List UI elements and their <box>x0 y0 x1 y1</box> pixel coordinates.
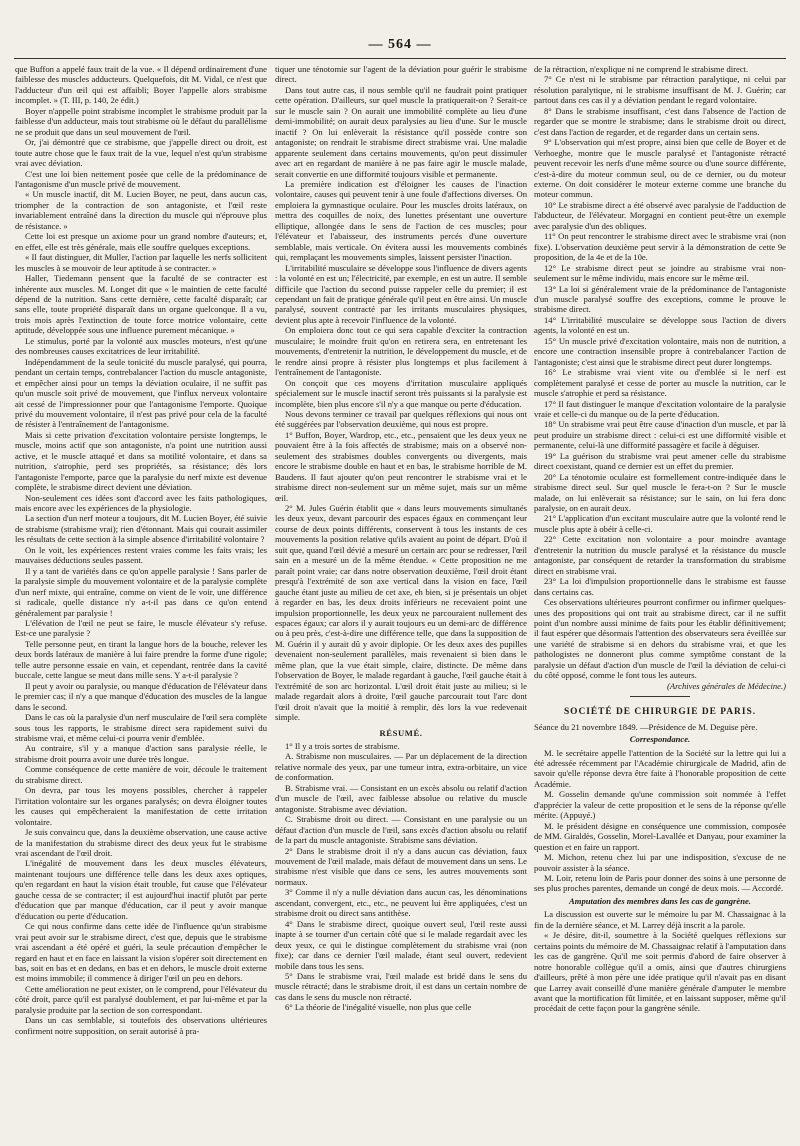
resume-item: 21° L'application d'un excitant musculaire autre que la volonté rend le muscle plus apte à obéir à celle-ci. <box>534 513 786 534</box>
resume-item: 15° Un muscle privé d'excitation volontaire, mais non de nutrition, a encore une contraction insensible propre à contrebalancer l'action de l'antagoniste; c'est ainsi que le strabisme direct peut durer longtemps. <box>534 335 786 367</box>
resume-item: 7° Ce n'est ni le strabisme par rétraction paralytique, ni celui par résolution paralytique, ni le strabisme insuffisant de M. J. Guérin; car partout dans ces cas il y a déviation pendant le regard volontaire. <box>534 74 786 106</box>
paragraph: « Il faut distinguer, dit Muller, l'action par laquelle les nerfs sollicitent les muscles à se mouvoir de leur aptitude à se contracter. » <box>15 252 267 273</box>
resume-item: 23° La loi d'impulsion proportionnelle dans le strabisme est fausse dans certains cas. <box>534 576 786 597</box>
paragraph: tiquer une ténotomie sur l'agent de la déviation pour guérir le strabisme direct. <box>275 64 527 85</box>
column-2 <box>275 64 527 1140</box>
paragraph: Ce qui nous confirme dans cette idée de l'influence qu'un strabisme vrai peut avoir sur le strabisme direct, c'est que, depuis que le strabisme vrai ascendant a été opéré et guéri, la seule précaution d'empêcher le regard en haut et en face en laissant la vision s'opérer soit directement en bas, soit en bas et en dedans, en bas et en dehors, le muscle droit externe est moins immobile; il commence à diriger l'œil un peu en dehors. <box>15 921 267 984</box>
resume-item: 8° Dans le strabisme insuffisant, c'est dans l'absence de l'action de regarder que se montre le strabisme; dans le strabisme droit ou direct, c'est dans l'action de regarder, et de regarder dans un certain sens. <box>534 105 786 137</box>
paragraph: Dans un cas semblable, si toutefois des observations ultérieures confirment notre supposition, on serait autorisé à pra- <box>15 1015 267 1036</box>
section-divider <box>630 696 690 697</box>
resume-item: de la rétraction, n'explique ni ne comprend le strabisme direct. <box>534 64 749 74</box>
paragraph: 2° M. Jules Guérin établit que « dans leurs mouvements simultanés les deux yeux, devant parcourir des espaces égaux en commençant leur course de deux points différents, conservent à tous les instants de ces mouvements la position relative qu'ils avaient au point de départ. D'où il suit que, quand l'œil dévié a mesuré un certain arc pour se redresser, l'œil sain en a mesuré un de la même étendue. « Cette proposition ne me paraît point vraie; car dans notre observation deuxième, l'œil droit étant presqu'à l'extrémité de son axe vertical dans la vision en face, l'œil gauche étant juste au milieu de cet axe, eh bien, si je présentais un objet à regarder en bas, les deux droits inférieurs ne recevaient point une impulsion proportionnelle, les deux yeux ne parcouraient nullement des espaces égaux; car alors il y aurait toujours eu un demi-arc de différence ou à peu près, c'est-à-dire une différence telle, que dans la supposition de M. Guérin il y aurait dû y avoir diplopie. Or les deux axes des pupilles devenaient non-seulement parallèles, mais revenaient si bien dans le même plan, que la vue était simple, claire, distincte. De même dans l'observation de Boyer, le malade regardant à gauche, l'œil gauche était à l'extrémité de son arc horizontal. L'œil droit était juste au milieu; si le malade regardait alors à droite, l'œil gauche parcourait tout l'arc dont l'œil droit n'avait que la moitié à remplir, dès lors la vue redevenait simple. <box>275 503 527 723</box>
paragraph: Haller, Tiedemann pensent que la faculté de se contracter est inhérente aux muscles. M. Longet dit que « le maintien de cette faculté dépend de la nutrition. Sans cette dernière, cette faculté disparaît; car sans elle, toute propriété disparaît dans un organe quelconque. Il a vu, trois mois après l'extinction de toute force motrice volontaire, cette aptitude, développée sous une influence purement mécanique. » <box>15 273 267 336</box>
paragraph: Indépendamment de la seule tonicité du muscle paralysé, qui pourra, pendant un certain temps, contrebalancer l'action du muscle antagoniste, et empêcher ainsi pour un temps la déviation oculaire, il ne suffit pas qu'un muscle soit privé de mouvement, que l'influx nerveux volontaire ait cessé de l'impressionner pour que l'antagonisme l'emporte. Quoique privé du mouvement volontaire, il n'est pas privé pour cela de la faculté de résister à l'entraînement de l'antagonisme. <box>15 356 267 430</box>
resume-item: 10° Le strabisme direct a été observé avec paralysie de l'adduction de l'abducteur, de l'élévateur. Morgagni en contient peut-être un exemple avec paralysie d'un des obliques. <box>534 199 786 231</box>
paragraph: L'inégalité de mouvement dans les deux muscles élévateurs, maintenant toujours une différence telle dans les deux axes optiques, qu'en regardant en haut la vision était trouble, fut cause que l'élévateur gauche cessa de se contracter; il est aujourd'hui inactif plutôt par perte d'éducation que par manque d'éducation, car il peut y avoir manque d'éducation ou perte d'éducation. <box>15 858 267 921</box>
resume-item: 16° Le strabisme vrai vient vite ou d'emblée si le nerf est complètement paralysé et cesse de porter au muscle la nutrition, car le muscle s'atrophie et perd sa résistance. <box>534 367 786 399</box>
paragraph: On le voit, les expériences restent vraies comme les faits vrais; les mauvaises déductions seules passent. <box>15 544 267 566</box>
paragraph: Or, j'ai démontré que ce strabisme, que j'appelle direct ou droit, est toute autre chose que le faux trait de la vue, lequel n'est qu'un strabisme vrai avec déviation. <box>15 137 267 169</box>
paragraph: Comme conséquence de cette manière de voir, découle le traitement du strabisme direct. <box>15 764 267 785</box>
paragraph: Dans tout autre cas, il nous semble qu'il ne faudrait point pratiquer cette opération. D'ailleurs, sur quel muscle la pratiquerait-on ? Serait-ce sur le muscle sain ? On aurait une immobilité complète au lieu d'une demi-immobilité; on aurait deux paralysies au lieu d'une. Sur le muscle inactif ? On lui enlèverait la résistance qu'il possède contre son antagoniste; on rendrait le strabisme direct strabisme vrai. Une maladie apparente seulement dans certains mouvements, qu'on peut dissimuler avec art en regardant de manière à ne pas faire agir le muscle malade, serait convertie en une difformité toujours visible et permanente. <box>275 84 527 179</box>
paragraph: Telle personne peut, en tirant la langue hors de la bouche, relever les deux bords latéraux de manière à lui faire prendre la forme d'une rigole; telle autre personne essaie en vain, et cependant, rentrée dans la cavité buccale, cette langue se meut dans mille sens. Y a-t-il paralysie ? <box>15 638 267 681</box>
resume-item: 9° L'observation qui m'est propre, ainsi bien que celle de Boyer et de Verhoeghe, montre que le muscle paralysé et l'antagoniste rétracté peuvent recevoir les nerfs d'une même source ou d'une source différente, c'est-à-dire du moteur commun seul, ou de ce dernier, ou du moteur externe. On doit considérer le moteur externe comme une branche du moteur commun. <box>534 137 786 200</box>
resume-item: 1° Il y a trois sortes de strabisme. <box>285 741 400 751</box>
paragraph: Au contraire, s'il y a manque d'action sans paralysie réelle, le strabisme droit pourra avoir une durée très longue. <box>15 743 267 764</box>
paragraph: La première indication est d'éloigner les causes de l'inaction volontaire, causes qui peuvent tenir à une foule d'affections diverses. On emploiera la gymnastique oculaire. Pour les muscles droits latéraux, on mettra des coquilles de noix, des lunettes présentant une ouverture elliptique, allongée dans le sens de l'action de ces muscles; pour l'élévateur et l'abaisseur, des instruments percés d'une ouverture semblable, mais verticale. On évitera aussi les mouvements combinés qui, remplaçant les mouvements simples, laissent persister l'inaction. <box>275 178 527 263</box>
paragraph: L'irritabilité musculaire se développe sous l'influence de divers agents : la volonté en est un; l'électricité, par exemple, en est un autre. Il semble difficile que l'action du second puisse rappeler celle du premier; il est cependant un fait de pratique générale qu'il peut en être ainsi. Un muscle paralysé, souvent contracté par les irritants musculaires physiques, devient plus apte à recevoir l'influence de la volonté. <box>275 262 527 325</box>
amputation-heading: Amputation des membres dans les cas de gangrène. <box>569 895 751 906</box>
paragraph: On devra, par tous les moyens possibles, chercher à rappeler l'irritation volontaire sur les organes paralysés; on devra éloigner toutes les causes qui empêcheraient la manifestation de cette irritation volontaire. <box>15 785 267 827</box>
paragraph: La section d'un nerf moteur a toujours, dit M. Lucien Boyer, été suivie de strabisme (strabisme vrai); rien d'étonnant. Mais qui courait assimiler les résultats de cette section à la simple absence d'irritabilité volontaire ? <box>15 513 267 545</box>
paragraph: Cette loi est presque un axiome pour un grand nombre d'auteurs; et, en effet, elle est très générale, mais elle souffre quelques exceptions. <box>15 231 267 252</box>
paragraph: Le stimulus, porté par la volonté aux muscles moteurs, n'est qu'une des nombreuses causes excitatrices de leur irritabilité. <box>15 335 267 357</box>
resume-item: 6° La théorie de l'inégalité visuelle, non plus que celle <box>285 1002 472 1013</box>
resume-item: 14° L'irritabilité musculaire se développe sous l'action de divers agents, la volonté en est un. <box>534 314 786 336</box>
resume-heading: RÉSUMÉ. <box>379 727 423 738</box>
paragraph: Cette amélioration ne peut exister, on le comprend, pour l'élévateur du côté droit, parce qu'il est paralysé doublement, et par lui-même et par la paralysie produite par la section de son correspondant. <box>15 983 267 1015</box>
paragraph: C'est une loi bien nettement posée que celle de la prédominance de l'antagonisme d'un muscle privé de mouvement. <box>15 168 267 189</box>
society-paragraph: M. Loir, retenu loin de Paris pour donner des soins à une personne de ses plus proches parentes, demande un congé de deux mois. — Accordé. <box>534 872 786 894</box>
resume-item: 11° On peut rencontrer le strabisme direct avec le strabisme vrai (non fixe). L'observation deuxième peut servir à la démonstration de cette 9e proposition, de la 4e et de la 10e. <box>534 231 786 263</box>
paragraph: Boyer n'appelle point strabisme incomplet le strabisme produit par la faiblesse d'un adducteur, mais tout strabisme où le défaut du parallélisme ne se produit que dans un seul mouvement de l'œil. <box>15 105 267 137</box>
paragraph: Il peut y avoir ou paralysie, ou manque d'éducation de l'élévateur dans le premier cas; il n'y a que manque d'éducation des muscles de la langue dans le second. <box>15 680 267 712</box>
resume-item: B. Strabisme vrai. — Consistant en un excès absolu ou relatif d'action d'un muscle de l'œil, avec faiblesse absolue ou relative du muscle antagoniste. Strabisme avec déviation. <box>275 782 527 814</box>
paragraph: On emploiera donc tout ce qui sera capable d'exciter la contraction musculaire; le moindre fruit qu'on en retirera sera, en entretenant les mouvements, d'entretenir la nutrition, le développement du muscle, et de le rendre ainsi propre à résister plus longtemps et plus facilement à l'entraînement de l'antagoniste. <box>275 325 527 378</box>
amputation-paragraph: La discussion est ouverte sur le mémoire lu par M. Chassaignac à la fin de la dernière séance, et M. Larrey déjà inscrit a la parole. <box>534 909 786 930</box>
paragraph: Il y a tant de variétés dans ce qu'on appelle paralysie ! Sans parler de la paralysie simple du mouvement volontaire et de la paralysie complète d'un nerf mixte, qui entraîne, comme on vient de le voir, une différence si radicale, quelle distance n'y a-t-il pas dans ce qu'on entend généralement par paralysie ! <box>15 565 267 618</box>
paragraph: Nous devons terminer ce travail par quelques réflexions qui nous ont été suggérées par l'observation deuxième, qui nous est propre. <box>275 408 527 430</box>
resume-item: 2° Dans le strabisme droit il n'y a dans aucun cas déviation, faux mouvement de l'œil malade, mais défaut de mouvement dans un sens. Le strabisme n'est visible que dans ce sens, les autres mouvements sont normaux. <box>275 845 527 887</box>
source-citation: (Archives générales de Médecine.) <box>667 680 786 691</box>
resume-item: 20° La ténotomie oculaire est formellement contre-indiquée dans le strabisme direct seul. Sur quel muscle le fera-t-on ? Sur le muscle malade, on lui enlèverait sa résistance; sur le sain, on lui fera donc paralysie, on en aurait deux. <box>534 471 786 514</box>
paragraph: On conçoit que ces moyens d'irritation musculaire appliqués spécialement sur le muscle inactif seront très puissants si la paralysie est incomplète, bien plus encore s'il n'y a que manque ou perte d'éducation. <box>275 377 527 409</box>
resume-item: 5° Dans le strabisme vrai, l'œil malade est bridé dans le sens du muscle rétracté; dans le strabisme droit, il est dans un certain nombre de cas dans le sens du muscle non rétracté. <box>275 970 527 1002</box>
resume-item: 22° Cette excitation non volontaire a pour moindre avantage d'entretenir la nutrition du muscle paralysé et la résistance du muscle antagoniste, par conséquent de retarder la transformation du strabisme direct en strabisme vrai. <box>534 534 786 576</box>
paragraph: Je suis convaincu que, dans la deuxième observation, une cause active de la manifestation du strabisme direct des deux yeux fut le strabisme vrai ascendant de l'œil droit. <box>15 827 267 858</box>
resume-item: 12° Le strabisme direct peut se joindre au strabisme vrai non-seulement sur le même individu, mais encore sur le même œil. <box>534 262 786 284</box>
resume-item: 3° Comme il n'y a nulle déviation dans aucun cas, les dénominations ascendant, convergent, etc., etc., ne peuvent lui être appliquées, c'est un strabisme droit ou direct sans antithèse. <box>275 887 527 919</box>
resume-item: C. Strabisme droit ou direct. — Consistant en une paralysie ou un défaut d'action d'un muscle de l'œil, sans excès d'action absolu ou relatif de la part du muscle antagoniste. Strabisme sans déviation. <box>275 814 527 846</box>
society-paragraph: M. le président désigne en conséquence une commission, composée de MM. Giraldès, Gosselin, Morel-Lavallée et Danyau, pour examiner la question et en faire un rapport. <box>534 820 786 852</box>
society-heading: SOCIÉTÉ DE CHIRURGIE DE PARIS. <box>563 707 757 718</box>
column-3 <box>534 64 786 1140</box>
header-rule <box>14 58 786 59</box>
resume-item: 4° Dans le strabisme direct, quoique ouvert seul, l'œil reste aussi inapte à se tourner d'un certain côté que si le malade regardait avec les deux yeux, ce qui le distingue complètement du strabisme vrai (non fixe); car dans ce dernier l'œil malade, étant seul ouvert, redevient mobile dans tous les sens. <box>275 918 527 971</box>
resume-item: 13° La loi si généralement vraie de la prédominance de l'antagoniste d'un muscle paralysé souffre des exceptions, comme le prouve le strabisme direct. <box>534 283 786 315</box>
resume-item: Ces observations ultérieures pourront confirmer ou infirmer quelques-unes des propositions qui ont trait au strabisme direct, car il ne suffit point d'un nombre aussi minime de faits pour les établir définitivement; il faut espérer que désormais l'attention des observateurs sera éveillée sur une variété de strabisme si en dehors du strabisme vrai, et que les pathologistes ne donneront plus comme symptôme constant de la paralysie un défaut d'action d'un muscle de l'œil la déviation de celui-ci du côté opposé, comme le font tous les auteurs. <box>534 597 786 681</box>
paragraph: que Buffon a appelé faux trait de la vue. « Il dépend ordinairement d'une faiblesse des muscles adducteurs. Quelquefois, dit M. Vidal, ce n'est que l'adducteur d'un œil qui est affaibli; Boyer l'appelle alors strabisme incomplet. » (T. III, p. 140, 2e édit.) <box>15 64 267 106</box>
paragraph: Dans le cas où la paralysie d'un nerf musculaire de l'œil sera complète sous tous les rapports, le strabisme direct sera rapidement suivi du strabisme vrai, et même celui-ci pourra venir d'emblée. <box>15 712 267 743</box>
paragraph: L'élévation de l'œil ne peut se faire, le muscle élévateur s'y refuse. Est-ce une paralysie ? <box>15 618 267 639</box>
society-paragraph: M. Gosselin demande qu'une commission soit nommée à l'effet d'apprécier la valeur de cette proposition et le sens de la réponse qu'elle mérite. (Appuyé.) <box>534 789 786 821</box>
resume-item: A. Strabisme non musculaires. — Par un déplacement de la direction relative normale des yeux, par une tumeur intra, extra-orbitaire, un vice de conformation. <box>275 751 527 783</box>
paragraph: 1° Buffon, Boyer, Wardrop, etc., etc., pensaient que les deux yeux ne pouvaient être à la fois affectés de strabisme; mais on a observé non-seulement des strabismes doubles convergents ou divergents, mais encore le strabisme double en haut et en bas, le strabisme horrible de M. Baudens. Il faut ajouter qu'on peut rencontrer le strabisme vrai et le strabisme direct non-seulement sur un même sujet, mais sur un même œil. <box>275 429 527 503</box>
resume-item: 17° Il faut distinguer le manque d'excitation volontaire de la paralysie vraie et celle-ci du manque ou de la perte d'éducation. <box>534 398 786 419</box>
session-line: Séance du 21 novembre 1849. —Présidence de M. Deguise père. <box>534 721 758 732</box>
paragraph: « Un muscle inactif, dit M. Lucien Boyer, ne peut, dans aucun cas, triompher de la contraction de son antagoniste, et l'œil reste invariablement entraîné dans la direction du muscle qui n'éprouve plus de résistance. » <box>15 189 267 231</box>
column-1 <box>15 64 267 1140</box>
resume-item: 18° Un strabisme vrai peut être cause d'inaction d'un muscle, et par là peut produire un strabisme direct : celui-ci est une difformité visible et permanente, celui-là une difformité passagère et facile à déguiser. <box>534 419 786 451</box>
society-paragraph: M. Michon, retenu chez lui par une indisposition, s'excuse de ne pouvoir assister à la séance. <box>534 852 786 873</box>
amputation-paragraph: « Je désire, dit-il, soumettre à la Société quelques réflexions sur certains points du mémoire de M. Chassaignac relatif à l'amputation dans les cas de gangrène. Qu'il me soit permis d'abord de faire observer à notre honorable collègue qu'il a omis, ainsi que d'autres chirurgiens d'ailleurs, prêté à mon père une idée pratique qu'il n'avait pas en disant que Larrey avait conseillé d'une manière générale d'amputer le membre avant que la mortification fût limitée, et en laissant supposer, même qu'il procédait de cette façon pour la gangrène sénile. <box>534 930 786 1014</box>
page-number: — 564 — <box>368 37 432 52</box>
paragraph: Non-seulement ces idées sont d'accord avec les faits pathologiques, mais encore avec les expériences de la physiologie. <box>15 492 267 514</box>
paragraph: Mais si cette privation d'excitation volontaire persiste longtemps, le muscle, moins actif que son antagoniste, n'a point une nutrition aussi active, et le muscle attaqué et dans sa motilité volontaire, et dans sa nutrition, s'atrophie, perd ses propriétés, sa résistance; dès lors l'antagoniste l'emporte, parce que la paralysie du nerf mixte est devenue complète, le strabisme direct devient une déviation. <box>15 429 267 493</box>
resume-item: 19° La guérison du strabisme vrai peut amener celle du strabisme direct coexistant, quand ce dernier est un effet du premier. <box>534 450 786 472</box>
correspondance-heading: Correspondance. <box>629 734 691 745</box>
society-paragraph: M. le secrétaire appelle l'attention de la Société sur la lettre qui lui a été adressée récemment par l'Académie chirurgicale de Madrid, afin de savoir qu'elle réponse devra être faite à l'honorable proposition de cette Académie. <box>534 747 786 789</box>
